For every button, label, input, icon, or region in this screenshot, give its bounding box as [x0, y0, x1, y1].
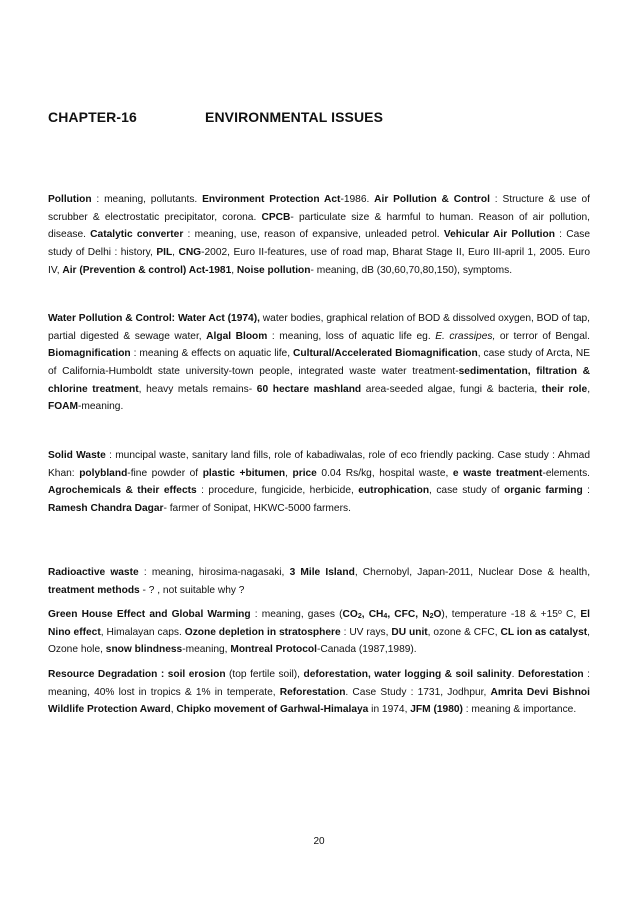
pollution-paragraph: Pollution : meaning, pollutants. Environment Protection Act-1986. Air Pollution & Control : Structure & use of scrubber & electrostatic precipitator, corona. CPCB- particulate size & harmful to human. Reason of air pollution, disease. Catalytic converter : meaning, use, reason of expansive, unleaded petrol. Vehicular Air Pollution : Case study of Delhi : history, PIL, CNG-2002, Euro II-features, use of road map, Bharat Stage II, Euro III-april 1, 2005. Euro IV, Air (Prevention & control) Act-1981, Noise pollution- meaning, dB (30,60,70,80,150), symptoms. — [48, 194, 591, 276]
chapter-heading — [48, 109, 384, 125]
chapter-number: CHAPTER-16 — [48, 109, 137, 125]
radioactive-waste-paragraph: Radioactive waste : meaning, hirosima-nagasaki, 3 Mile Island, Chernobyl, Japan-2011, Nuclear Dose & health, treatment methods - ? , not suitable why ? — [48, 567, 591, 596]
greenhouse-paragraph: Green House Effect and Global Warming : meaning, gases ($CO_2$, $CH_4$, CFC, $N_2O$), temperature -18 & $+15^o$ C, El Nino effect, Himalayan caps. Ozone depletion in stratosphere : UV rays, DU unit, ozone & CFC, CL ion as catalyst, Ozone hole, snow blindness-meaning, Montreal Protocol-Canada (1987,1989). — [48, 609, 590, 656]
resource-degradation-paragraph: Resource Degradation : soil erosion (top fertile soil), deforestation, water logging & soil salinity. Deforestation : meaning, 40% lost in tropics & 1% in temperate, Reforestation. Case Study : 1731, Jodhpur, Amrita Devi Bishnoi Wildlife Protection Award, Chipko movement of Garhwal-Himalaya in 1974, JFM (1980) : meaning & importance. — [48, 669, 590, 716]
solid-waste-paragraph: Solid Waste : muncipal waste, sanitary land fills, role of kabadiwalas, role of eco friendly packing. Case study : Ahmad Khan: polybland-fine powder of plastic +bitumen, price 0.04 Rs/kg, hospital waste, e waste treatment-elements. Agrochemicals & their effects : procedure, fungicide, herbicide, eutrophication, case study of organic farming : Ramesh Chandra Dagar- farmer of Sonipat, HKWC-5000 farmers. — [48, 450, 590, 514]
water-pollution-paragraph: Water Pollution & Control: Water Act (1974), water bodies, graphical relation of BOD & dissolved oxygen, BOD of tap, partial digested & sewage water, Algal Bloom : meaning, loss of aquatic life eg. E. crassipes, or terror of Bengal. Biomagnification : meaning & effects on aquatic life, Cultural/Accelerated Biomagnification, case study of Arcta, NE of California-Humboldt state university-town people, integrated waste water treatment-sedimentation, filtration & chlorine treatment, heavy metals remains- 60 hectare mashland area-seeded algae, fungi & bacteria, their role, FOAM-meaning. — [48, 313, 591, 413]
page-number: 20 — [313, 836, 325, 847]
chapter-title: ENVIRONMENTAL ISSUES — [205, 109, 384, 125]
